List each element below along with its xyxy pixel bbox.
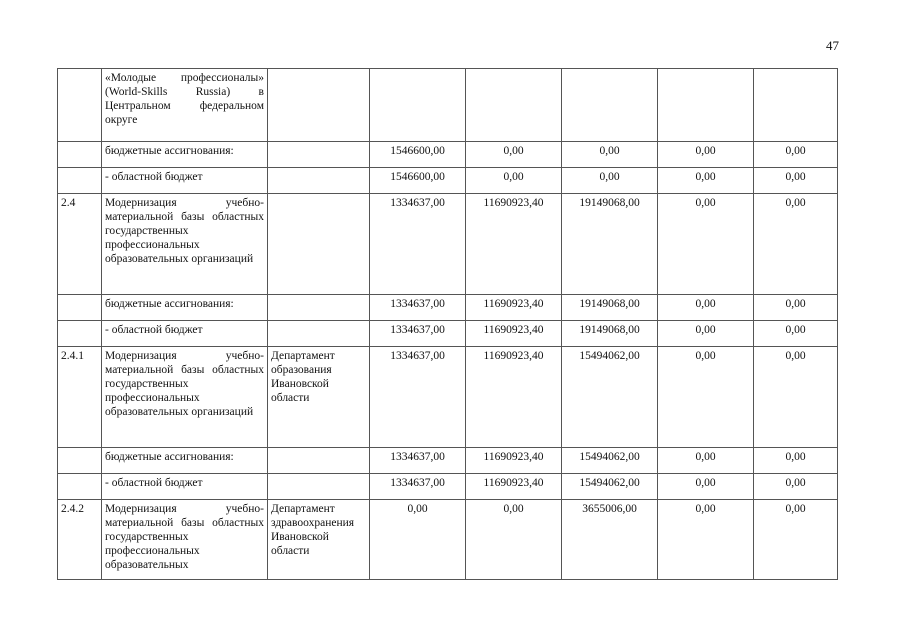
row-value-3: 0,00 bbox=[562, 168, 658, 194]
table-row bbox=[58, 168, 838, 194]
row-value-3: 19149068,00 bbox=[562, 194, 658, 295]
row-name: - областной бюджет bbox=[102, 168, 268, 194]
row-code bbox=[58, 474, 102, 500]
row-value-1: 1546600,00 bbox=[370, 142, 466, 168]
row-executor bbox=[268, 69, 370, 142]
row-value-1: 1334637,00 bbox=[370, 448, 466, 474]
row-value-2 bbox=[466, 69, 562, 142]
row-executor bbox=[268, 194, 370, 295]
row-executor: Департамент здравоохранения Ивановской области bbox=[268, 500, 370, 580]
row-value-5: 0,00 bbox=[754, 194, 838, 295]
row-value-1: 1334637,00 bbox=[370, 321, 466, 347]
row-code bbox=[58, 448, 102, 474]
row-value-1: 1334637,00 bbox=[370, 474, 466, 500]
table-row bbox=[58, 295, 838, 321]
row-name: бюджетные ассигнования: bbox=[102, 295, 268, 321]
row-executor bbox=[268, 448, 370, 474]
row-value-4: 0,00 bbox=[658, 448, 754, 474]
row-value-5: 0,00 bbox=[754, 295, 838, 321]
row-value-2: 0,00 bbox=[466, 500, 562, 580]
row-value-2: 11690923,40 bbox=[466, 347, 562, 448]
row-code bbox=[58, 295, 102, 321]
row-value-5: 0,00 bbox=[754, 142, 838, 168]
row-value-2: 11690923,40 bbox=[466, 295, 562, 321]
row-code: 2.4.1 bbox=[58, 347, 102, 448]
row-value-2: 0,00 bbox=[466, 168, 562, 194]
table-row bbox=[58, 69, 838, 142]
row-value-3: 15494062,00 bbox=[562, 448, 658, 474]
row-value-1: 1334637,00 bbox=[370, 347, 466, 448]
row-value-5: 0,00 bbox=[754, 448, 838, 474]
row-name: бюджетные ассигнования: bbox=[102, 448, 268, 474]
row-value-1: 0,00 bbox=[370, 500, 466, 580]
row-name: Модернизация учебно-материальной базы областных государственных профессиональных образовательных bbox=[102, 500, 268, 580]
row-value-2: 11690923,40 bbox=[466, 474, 562, 500]
row-value-5: 0,00 bbox=[754, 500, 838, 580]
row-value-5: 0,00 bbox=[754, 321, 838, 347]
table-row bbox=[58, 321, 838, 347]
row-value-4: 0,00 bbox=[658, 168, 754, 194]
row-name: Модернизация учебно-материальной базы областных государственных профессиональных образовательных организаций bbox=[102, 347, 268, 448]
row-value-3: 3655006,00 bbox=[562, 500, 658, 580]
row-value-3: 15494062,00 bbox=[562, 474, 658, 500]
row-name: - областной бюджет bbox=[102, 321, 268, 347]
table-row bbox=[58, 194, 838, 295]
row-value-3: 19149068,00 bbox=[562, 321, 658, 347]
row-value-4: 0,00 bbox=[658, 347, 754, 448]
budget-table bbox=[57, 68, 838, 580]
row-value-2: 0,00 bbox=[466, 142, 562, 168]
row-name: «Молодые профессионалы» (World-Skills Russia) в Центральном федеральном округе bbox=[102, 69, 268, 142]
row-value-4 bbox=[658, 69, 754, 142]
row-executor bbox=[268, 295, 370, 321]
row-name: бюджетные ассигнования: bbox=[102, 142, 268, 168]
row-value-3: 19149068,00 bbox=[562, 295, 658, 321]
row-value-4: 0,00 bbox=[658, 194, 754, 295]
table-row bbox=[58, 142, 838, 168]
row-value-2: 11690923,40 bbox=[466, 321, 562, 347]
page-number: 47 bbox=[826, 38, 839, 53]
row-value-4: 0,00 bbox=[658, 321, 754, 347]
row-code bbox=[58, 321, 102, 347]
table-row bbox=[58, 448, 838, 474]
row-value-3: 0,00 bbox=[562, 142, 658, 168]
row-value-4: 0,00 bbox=[658, 500, 754, 580]
table-row bbox=[58, 347, 838, 448]
row-value-5: 0,00 bbox=[754, 168, 838, 194]
row-code: 2.4 bbox=[58, 194, 102, 295]
row-code: 2.4.2 bbox=[58, 500, 102, 580]
row-executor: Департамент образования Ивановской области bbox=[268, 347, 370, 448]
row-name: Модернизация учебно-материальной базы областных государственных профессиональных образовательных организаций bbox=[102, 194, 268, 295]
row-value-4: 0,00 bbox=[658, 295, 754, 321]
row-value-2: 11690923,40 bbox=[466, 194, 562, 295]
row-name: - областной бюджет bbox=[102, 474, 268, 500]
table-row bbox=[58, 474, 838, 500]
row-value-5: 0,00 bbox=[754, 474, 838, 500]
row-value-1: 1546600,00 bbox=[370, 168, 466, 194]
row-value-5 bbox=[754, 69, 838, 142]
row-value-4: 0,00 bbox=[658, 474, 754, 500]
row-executor bbox=[268, 142, 370, 168]
row-executor bbox=[268, 321, 370, 347]
row-value-1: 1334637,00 bbox=[370, 295, 466, 321]
row-executor bbox=[268, 168, 370, 194]
row-value-5: 0,00 bbox=[754, 347, 838, 448]
row-code bbox=[58, 142, 102, 168]
row-value-2: 11690923,40 bbox=[466, 448, 562, 474]
row-value-1: 1334637,00 bbox=[370, 194, 466, 295]
row-value-1 bbox=[370, 69, 466, 142]
row-value-3: 15494062,00 bbox=[562, 347, 658, 448]
row-value-4: 0,00 bbox=[658, 142, 754, 168]
row-executor bbox=[268, 474, 370, 500]
row-value-3 bbox=[562, 69, 658, 142]
row-code bbox=[58, 168, 102, 194]
table-row bbox=[58, 500, 838, 580]
row-code bbox=[58, 69, 102, 142]
